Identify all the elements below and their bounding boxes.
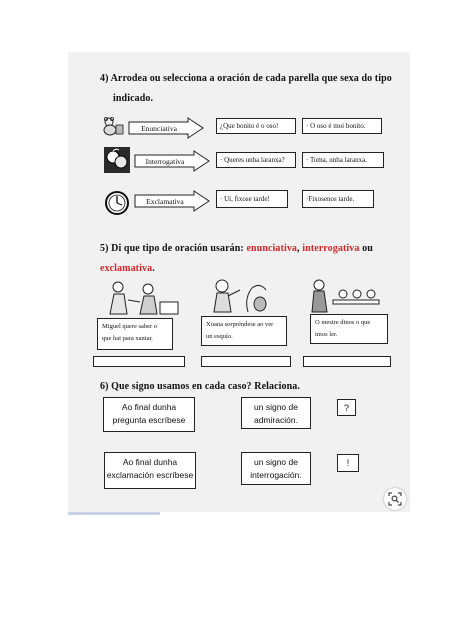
statement-box[interactable]: Ao final dunha pregunta escríbese [103,397,195,432]
exclamation-mark-box[interactable]: ! [337,454,359,472]
option-box[interactable]: ¿Que bonito é o oso! [216,118,296,134]
option-box[interactable]: ·Fixosenos tarde. [302,190,374,208]
opt-enunciativa: enunciativa [246,243,298,254]
caption-box: Miguel quere saber o que hai para xantar. [97,318,173,350]
illustration-girl-squirrel [208,278,278,319]
teddy-bear-icon [101,116,125,141]
visual-search-icon [388,492,402,506]
type-label: Interrogativa [145,156,185,166]
section5-heading: 5) Di que tipo de oración usarán: enunciativa, interrogativa ou [100,243,373,254]
visual-search-button[interactable] [384,488,406,510]
answer-line[interactable] [93,356,185,367]
answer-line[interactable] [201,356,291,367]
illustration-family-kitchen [104,280,180,321]
type-arrow-exclamativa [134,190,210,212]
sign-box[interactable]: un signo de interrogación. [241,452,311,485]
section4-heading: 4) Arrodea ou selecciona a oración de cada parella que sexa do tipo [100,73,392,84]
option-box[interactable]: · Ui, fixose tarde! [216,190,288,208]
type-label: Enunciativa [141,123,177,133]
sign-box[interactable]: un signo de admiración. [241,397,311,429]
opt-exclamativa: exclamativa [100,263,153,274]
question-mark-box[interactable]: ? [337,399,356,416]
footer-link-strip [68,512,160,515]
clock-icon [104,190,130,221]
section5-heading-cont: exclamativa. [100,263,155,274]
caption-box: O mestre dinos o que imos ler. [310,314,388,344]
type-arrow-enunciativa [128,117,204,139]
type-label: Exclamativa [146,196,184,206]
opt-interrogativa: interrogativa [302,243,360,254]
section6-heading: 6) Que signo usamos en cada caso? Relaciona. [100,381,300,392]
option-box[interactable]: · Queres unha laranxa? [216,152,296,168]
illustration-teacher-class [305,278,383,319]
answer-line[interactable] [303,356,391,367]
section4-heading-cont: indicado. [113,93,154,104]
type-arrow-interrogativa [134,150,210,172]
oranges-icon [104,147,130,178]
option-box[interactable]: · O oso é moi bonito. [302,118,382,134]
statement-box[interactable]: Ao final dunha exclamación escríbese [104,452,196,489]
caption-box: Xoana sorpréndese ao ver un esquío. [201,316,287,346]
option-box[interactable]: · Toma, unha laranxa. [302,152,384,168]
